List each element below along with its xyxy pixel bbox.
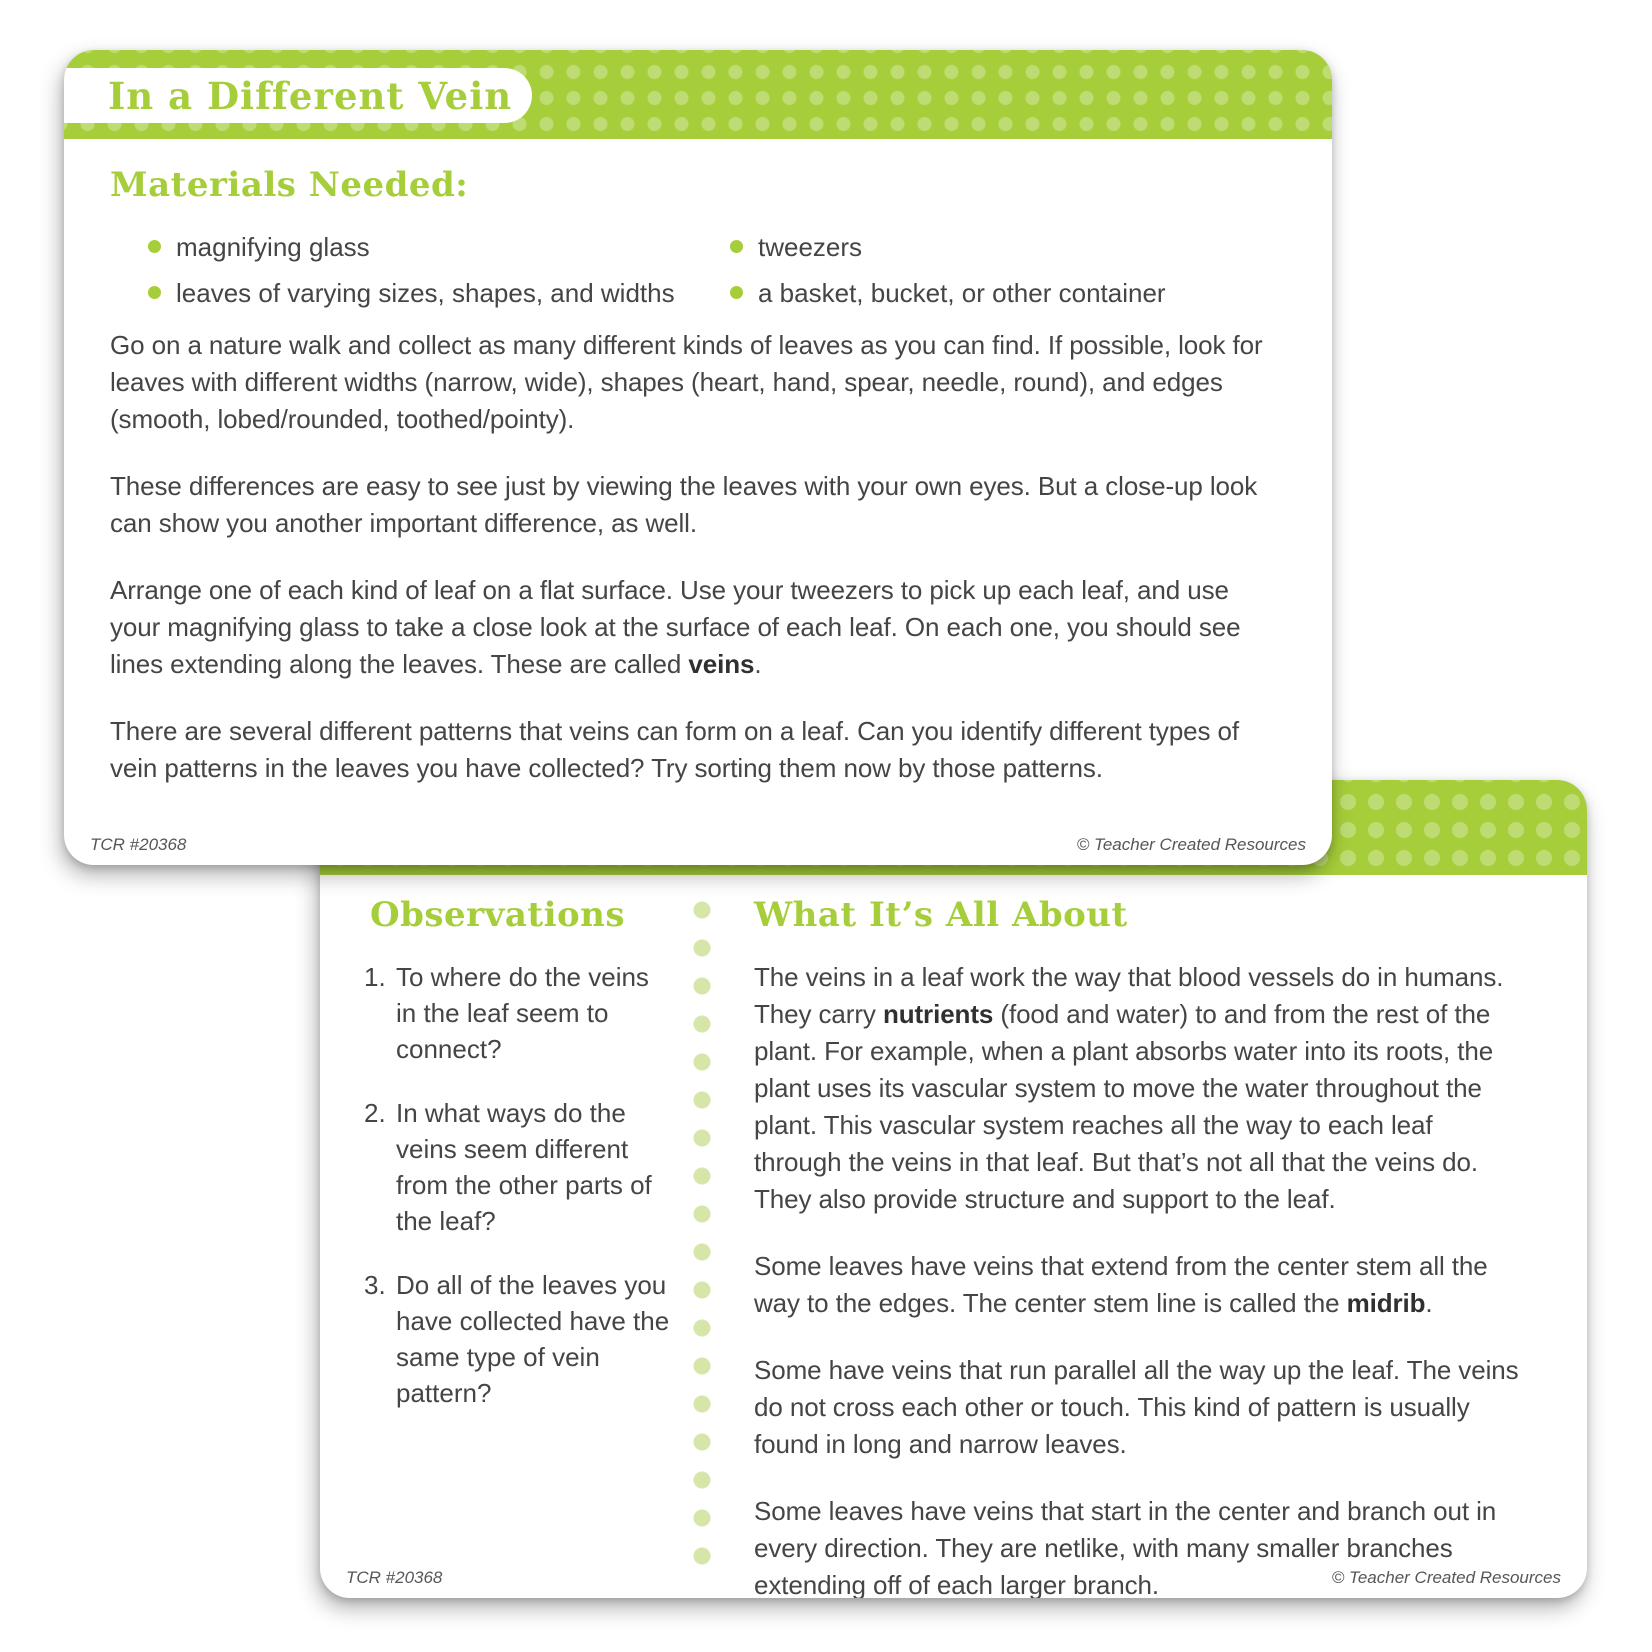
front-content: [64, 139, 1332, 821]
bullet-dot-icon: [730, 286, 743, 299]
dotted-divider: [672, 887, 732, 1568]
copyright-credit: © Teacher Created Resources: [1076, 835, 1306, 854]
activity-card-front: [64, 50, 1332, 865]
bullet-dot-icon: [148, 240, 161, 253]
about-paragraph: Some leaves have veins that start in the center and branch out in every direction. They are netlike, with many smaller branches extending off of each larger branch.: [754, 1496, 1497, 1598]
activity-card-back: [320, 780, 1587, 1598]
observation-number: 3.: [364, 1270, 386, 1300]
materials-item-label: leaves of varying sizes, shapes, and widths: [176, 278, 675, 308]
bullet-dot-icon: [730, 240, 743, 253]
back-footer: [346, 1568, 1561, 1588]
list-item: [148, 229, 730, 265]
observation-number: 2.: [364, 1098, 386, 1128]
product-code: TCR #20368: [90, 835, 187, 854]
product-code: TCR #20368: [346, 1568, 443, 1587]
list-item: [148, 275, 730, 311]
observations-heading: Observations: [370, 895, 626, 935]
copyright-credit: © Teacher Created Resources: [1331, 1568, 1561, 1587]
about-paragraph: The veins in a leaf work the way that blood vessels do in humans. They carry nutrients (food and water) to and from the rest of the plant. For example, when a plant absorbs water into its roots, the plant uses its vascular system to move the water throughout the plant. This vascular system reaches all the way to each leaf through the veins in that leaf. But that’s not all that the veins do. They also provide structure and support to the leaf.: [754, 962, 1504, 1214]
observation-text: To where do the veins in the leaf seem to connect?: [396, 962, 649, 1064]
materials-heading: Materials Needed:: [110, 165, 469, 205]
observation-item: [364, 1267, 672, 1411]
card-title: In a Different Vein: [108, 73, 513, 118]
materials-column-2: [730, 229, 1166, 311]
instruction-paragraph: Go on a nature walk and collect as many different kinds of leaves as you can find. If possible, look for leaves with different widths (narrow, wide), shapes (heart, hand, spear, needle, round), and edges (smooth, lobed/rounded, toothed/pointy).: [110, 330, 1263, 434]
observations-list: [364, 959, 672, 1411]
title-tab: [64, 68, 532, 123]
bullet-dot-icon: [148, 286, 161, 299]
materials-item-label: magnifying glass: [176, 232, 370, 262]
observation-text: In what ways do the veins seem different from the other parts of the leaf?: [396, 1098, 652, 1236]
front-footer: [90, 835, 1306, 855]
about-paragraph: Some leaves have veins that extend from the center stem all the way to the edges. The center stem line is called the midrib.: [754, 1251, 1488, 1318]
instruction-paragraph: Arrange one of each kind of leaf on a flat surface. Use your tweezers to pick up each leaf, and use your magnifying glass to take a close look at the surface of each leaf. On each one, you should see lines extending along the leaves. These are called veins.: [110, 575, 1241, 679]
instruction-paragraph: These differences are easy to see just by viewing the leaves with your own eyes. But a close-up look can show you another important difference, as well.: [110, 471, 1258, 538]
observation-text: Do all of the leaves you have collected have the same type of vein pattern?: [396, 1270, 670, 1408]
observation-item: [364, 1095, 672, 1239]
materials-column-1: [148, 229, 730, 311]
instructions: [110, 327, 1280, 787]
observation-number: 1.: [364, 962, 386, 992]
materials-item-label: tweezers: [758, 232, 863, 262]
about-heading: What It’s All About: [754, 895, 1128, 935]
observations-column: [350, 887, 672, 1568]
observation-item: [364, 959, 672, 1067]
list-item: [730, 229, 1166, 265]
about-paragraph: Some have veins that run parallel all the way up the leaf. The veins do not cross each other or touch. This kind of pattern is usually found in long and narrow leaves.: [754, 1355, 1519, 1459]
materials-item-label: a basket, bucket, or other container: [758, 278, 1166, 308]
materials-list: [148, 229, 1280, 311]
instruction-paragraph: There are several different patterns that veins can form on a leaf. Can you identify different types of vein patterns in the leaves you have collected? Try sorting them now by those patterns.: [110, 716, 1240, 783]
list-item: [730, 275, 1166, 311]
